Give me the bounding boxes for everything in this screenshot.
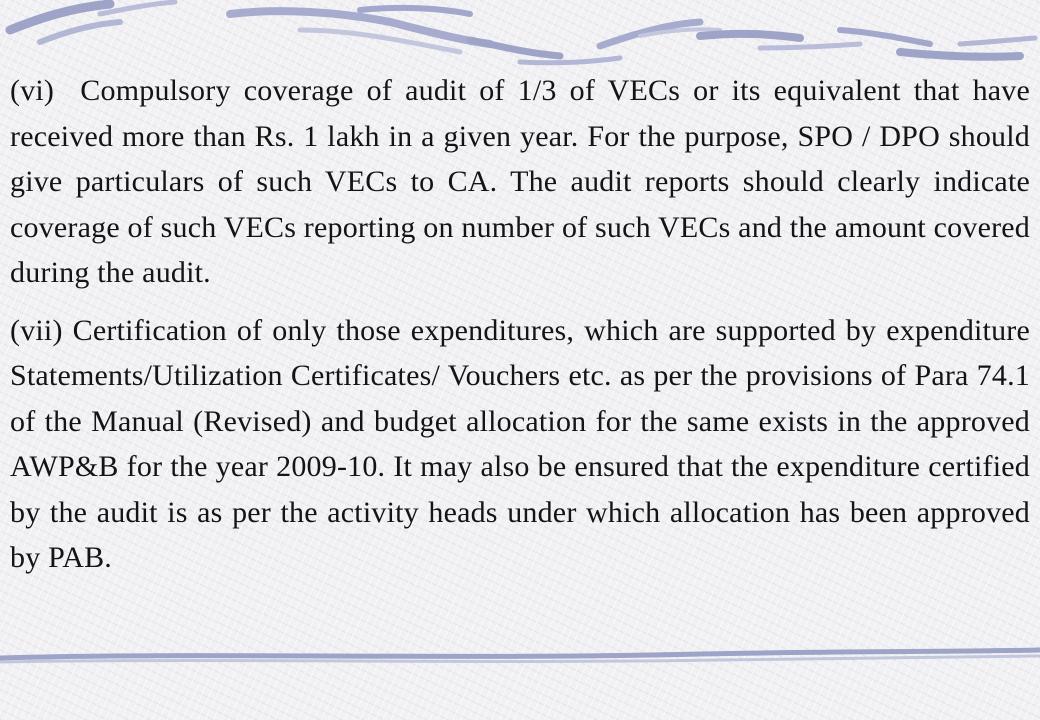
paragraph-vi-text: Compulsory coverage of audit of 1/3 of VECs or its equivalent that have received more than Rs. 1 lakh in a given year. For the purpose, SPO / DPO should give particulars of such VECs to CA. The audit reports should clearly indicate coverage of such VECs reporting on number of such VECs and the amount covered during the audit. (10, 74, 1030, 289)
paragraph-vi-label: (vi) (10, 74, 55, 107)
paragraph-vii (10, 308, 1030, 581)
paragraph-vii-label: (vii) (10, 313, 63, 347)
paragraph-vii-text: Certification of only those expenditures, which are supported by expenditure Statements/Utilization Certificates/ Vouchers etc. as per the provisions of Para 74.1 of the Manual (Revised) and budget allocation for the same exists in the approved AWP&B for the year 2009-10. It may also be ensured that the expenditure certified by the audit is as per the activity heads under which allocation has been approved by PAB. (10, 313, 1031, 574)
paragraph-vi (10, 68, 1030, 296)
decorative-swoosh-bottom (0, 644, 1040, 668)
slide-body (10, 68, 1030, 593)
